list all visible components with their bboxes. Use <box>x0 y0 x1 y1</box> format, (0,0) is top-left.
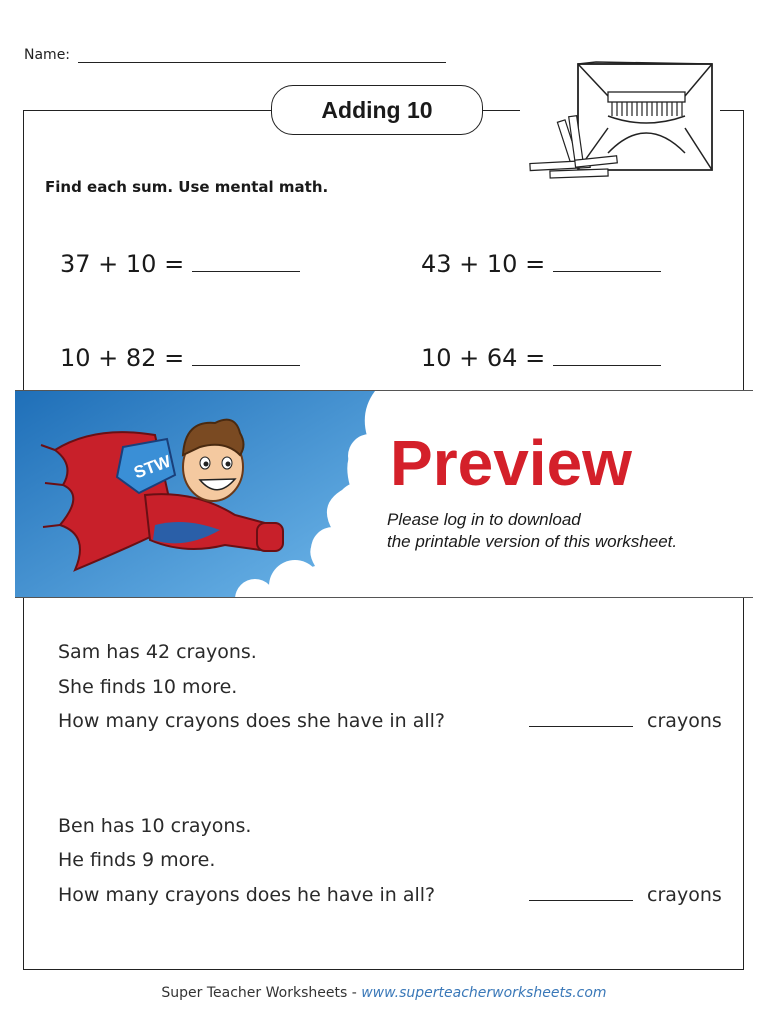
worksheet-title: Adding 10 <box>271 85 483 135</box>
preview-message <box>387 509 677 553</box>
word-problem-2-answer <box>529 884 722 906</box>
problem-2-answer-blank[interactable] <box>553 253 661 272</box>
preview-message-line-1: Please log in to download <box>387 510 581 529</box>
problem-2-expression: 43 + 10 = <box>421 250 546 278</box>
problem-1-answer-blank[interactable] <box>192 253 300 272</box>
crayon-box-icon <box>520 58 720 183</box>
footer-site-name: Super Teacher Worksheets - <box>161 985 362 1001</box>
word-problem-2-line-1: Ben has 10 crayons. <box>58 815 252 837</box>
footer <box>0 985 768 1001</box>
problem-4-answer-blank[interactable] <box>553 347 661 366</box>
preview-banner[interactable] <box>15 390 753 598</box>
preview-message-line-2: the printable version of this worksheet. <box>387 532 678 551</box>
superhero-mascot-icon <box>35 405 305 590</box>
problem-2 <box>421 250 661 278</box>
name-field-line[interactable] <box>78 62 446 63</box>
instructions: Find each sum. Use mental math. <box>45 178 329 196</box>
word-problem-1-answer-blank[interactable] <box>529 712 633 727</box>
word-problem-1-question: How many crayons does she have in all? <box>58 710 446 732</box>
word-problem-1-line-2: She finds 10 more. <box>58 676 238 698</box>
footer-url-link[interactable]: www.superteacherworksheets.com <box>361 985 607 1001</box>
word-problem-1-answer <box>529 710 722 732</box>
word-problem-1-unit: crayons <box>647 710 722 732</box>
problem-1 <box>60 250 300 278</box>
preview-title: Preview <box>390 427 632 499</box>
problem-4 <box>421 344 661 372</box>
word-problem-2-line-2: He finds 9 more. <box>58 849 216 871</box>
name-label: Name: <box>24 47 71 63</box>
word-problem-2-answer-blank[interactable] <box>529 886 633 901</box>
word-problem-2-question: How many crayons does he have in all? <box>58 884 436 906</box>
problem-3 <box>60 344 300 372</box>
word-problem-2-unit: crayons <box>647 884 722 906</box>
word-problem-1-line-1: Sam has 42 crayons. <box>58 641 257 663</box>
mascot-badge-text: STW <box>131 451 174 483</box>
problem-1-expression: 37 + 10 = <box>60 250 185 278</box>
problem-3-expression: 10 + 82 = <box>60 344 185 372</box>
problem-3-answer-blank[interactable] <box>192 347 300 366</box>
problem-4-expression: 10 + 64 = <box>421 344 546 372</box>
